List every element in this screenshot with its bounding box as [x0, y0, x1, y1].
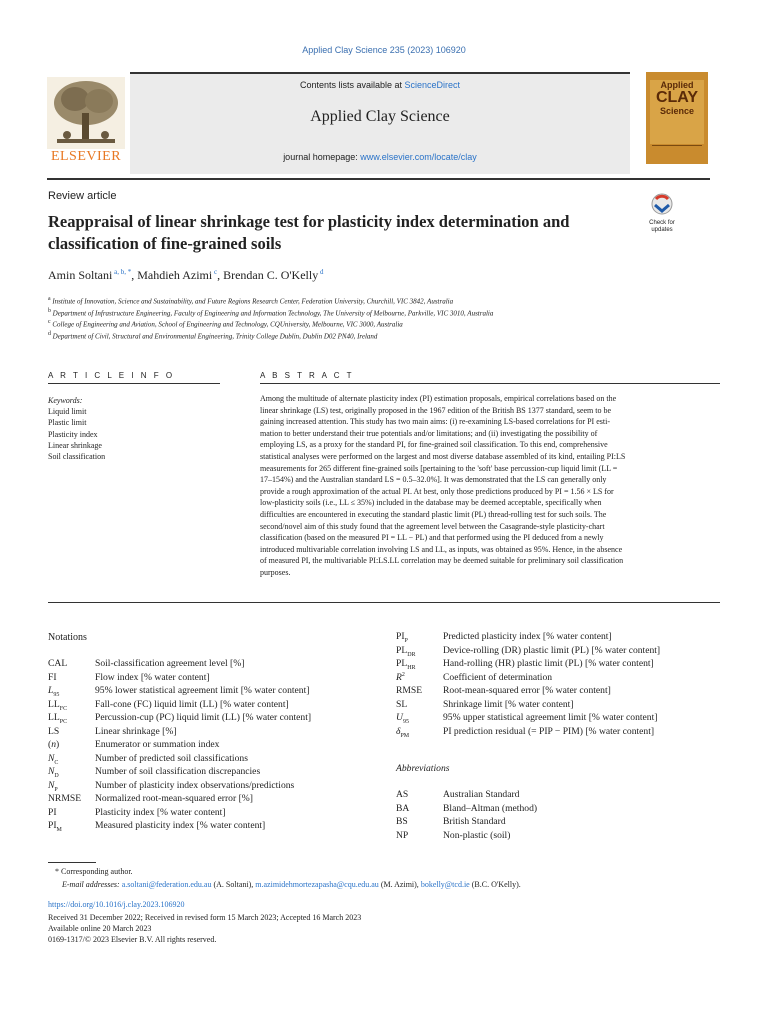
article-type: Review article	[48, 190, 117, 202]
abstract-line: low-plasticity soils (i.e., LL ≤ 35%) included in the database may be deemed acceptable, specifically when	[260, 498, 602, 508]
abstract-heading: A B S T R A C T	[260, 371, 354, 380]
notation-row	[48, 685, 309, 698]
corresponding-author: * Corresponding author.	[55, 867, 133, 876]
notation-row	[48, 807, 226, 818]
article-title	[48, 211, 608, 255]
keyword-item[interactable]: Plasticity index	[48, 429, 98, 439]
cover-title	[649, 80, 705, 116]
cover-title-line2: CLAY	[655, 89, 699, 106]
notation-row	[396, 672, 552, 683]
keywords-label: Keywords:	[48, 396, 83, 405]
notation-symbol: $LL_{PC}$	[48, 712, 68, 725]
available-online: Available online 20 March 2023	[48, 924, 152, 933]
abstract-line: Among the multitude of alternate plasticity index (PI) estimation proposals, empirical correlations based on the	[260, 394, 617, 403]
notation-row	[48, 739, 219, 750]
affiliation-marker: a	[48, 296, 51, 302]
abbreviation-row	[396, 816, 506, 827]
author-affil-marker[interactable]: d	[319, 268, 324, 276]
notation-desc: Predicted plasticity index [% water content]	[443, 631, 612, 642]
email-owner: (M. Azimi),	[378, 880, 421, 889]
notation-desc: Number of soil classification discrepancies	[95, 766, 261, 777]
cover-title-line3: Science	[659, 106, 695, 116]
abstract-line: introduced multivariable correlation involving LS and LL, as inputs, was obtained as 95%. Hence, in the absence	[260, 544, 623, 554]
email-link[interactable]: a.soltani@federation.edu.au	[121, 880, 212, 889]
affiliation-marker: d	[48, 330, 51, 337]
notation-symbol: PI	[48, 806, 57, 818]
notation-row	[48, 672, 210, 683]
abstract-line: linear shrinkage (LS) test, originally proposed in the 1967 edition of the British BS 1377 standard, seem to be	[260, 405, 612, 415]
notation-symbol: RMSE	[396, 685, 423, 696]
abstract-line: second/novel aim of this study found that the agreement level between the Casagrande-style plasticity-chart	[260, 521, 605, 531]
notation-row	[396, 645, 660, 658]
notation-row	[396, 712, 657, 725]
email-link[interactable]: bokelly@tcd.ie	[420, 880, 470, 889]
keyword-item[interactable]: Soil classification	[48, 452, 106, 462]
notation-symbol: $PL_{DR}$	[396, 644, 416, 658]
notation-symbol: SL	[396, 698, 408, 710]
author-name[interactable]: Amin Soltani	[48, 268, 113, 282]
affiliation-text: Department of Civil, Structural and Environmental Engineering, Trinity College Dublin, Dublin D02 PN40, Ireland	[52, 331, 378, 340]
keyword-item[interactable]: Plastic limit	[48, 418, 87, 428]
notation-desc: Shrinkage limit [% water content]	[443, 698, 574, 710]
notation-desc: Plasticity index [% water content]	[95, 806, 226, 818]
sciencedirect-link[interactable]: ScienceDirect	[404, 80, 461, 90]
abstract-line: gaining increased attention. This study has two main aims: (i) re-examining LS-based correlations for PI esti-	[260, 417, 610, 427]
notation-row	[396, 658, 654, 671]
abstract-line: mation to better understand their true potentials and/or limitations; and (ii) investigating the possibility of	[260, 428, 598, 438]
notation-desc: Measured plasticity index [% water content]	[95, 820, 266, 831]
author-affil-marker[interactable]: a, b, *	[114, 268, 132, 276]
notation-row	[48, 820, 265, 833]
abbreviation-row	[396, 830, 510, 841]
affiliation-text: Institute of Innovation, Science and Sustainability, and Future Regions Research Center, Federation University, Churchill, VIC 3842, Australia	[52, 297, 454, 306]
keyword-item[interactable]: Liquid limit	[48, 407, 87, 416]
affiliation	[48, 331, 377, 340]
check-updates-icon	[646, 193, 678, 215]
abbreviation-symbol: AS	[396, 789, 409, 800]
notation-symbol: NRMSE	[48, 793, 82, 804]
notation-row	[396, 631, 612, 644]
notation-desc: Linear shrinkage [%]	[95, 725, 177, 737]
abstract-line: of measured PI, the multivariable PI:LS.LL correlation may be deemed suitable for preliminary soil classification	[260, 556, 624, 566]
abbreviation-desc: Australian Standard	[443, 789, 520, 800]
check-updates-label: Check for updates	[649, 220, 675, 233]
affiliation-text: College of Engineering and Aviation, School of Engineering and Technology, CQUniversity, Melbourne, VIC 3000, Australia	[52, 320, 403, 329]
notation-symbol: $N_C$	[48, 752, 59, 766]
affiliation	[48, 296, 453, 305]
notation-row	[48, 658, 244, 669]
affiliation-text: Department of Infrastructure Engineering, Faculty of Engineering and Information Technology, The University of Melbourne, Parkville, VIC 3010, Australia	[52, 308, 494, 317]
notation-row	[48, 766, 260, 779]
notation-row	[48, 726, 177, 737]
abbreviation-desc: Bland–Altman (method)	[443, 802, 538, 814]
notation-desc: Root-mean-squared error [% water content]	[443, 685, 611, 696]
notation-desc: Fall-cone (FC) liquid limit (LL) [% water content]	[95, 698, 289, 710]
abstract-line: purposes.	[260, 567, 291, 577]
notation-symbol: $\delta_{PM}$	[396, 725, 410, 739]
notation-symbol: $PL_{HR}$	[396, 658, 416, 671]
notation-symbol: $N_P$	[48, 779, 58, 793]
notations-title: Notations	[48, 632, 87, 643]
notation-row	[48, 753, 248, 766]
abstract-body	[260, 393, 720, 579]
abbreviations-title: Abbreviations	[396, 763, 450, 774]
notation-symbol: $PI_P$	[396, 631, 408, 644]
abstract-line: statistical analyses were performed on the largest and most diverse database assembled of its kind, entailing PI:LS	[260, 451, 626, 461]
notation-desc: Coefficient of determination	[443, 671, 553, 683]
abstract-rule	[260, 383, 720, 384]
notation-row	[48, 780, 294, 793]
notation-symbol: $PI_M$	[48, 820, 62, 833]
elsevier-logo	[47, 77, 125, 167]
abbreviation-symbol: BS	[396, 816, 408, 827]
abbreviation-row	[396, 803, 537, 814]
title-line-2: classification of fine-grained soils	[48, 234, 282, 253]
affiliation	[48, 308, 493, 317]
abbreviation-symbol: NP	[396, 829, 409, 841]
notation-desc: 95% lower statistical agreement limit [% water content]	[95, 685, 310, 696]
journal-title[interactable]: Applied Clay Science	[310, 108, 450, 125]
notation-row	[48, 712, 311, 725]
elsevier-wordmark: ELSEVIER	[50, 149, 122, 164]
notation-desc: Hand-rolling (HR) plastic limit (PL) [% water content]	[443, 658, 654, 669]
notation-desc: PI prediction residual (= PIP − PIM) [% water content]	[443, 725, 655, 737]
affiliation	[48, 319, 403, 328]
contents-prefix: Contents lists available at	[299, 80, 405, 90]
notation-desc: 95% upper statistical agreement limit [% water content]	[443, 712, 658, 723]
homepage-line	[130, 152, 630, 162]
notation-desc: Enumerator or summation index	[95, 739, 220, 750]
homepage-link[interactable]: www.elsevier.com/locate/clay	[360, 152, 477, 162]
notation-symbol: CAL	[48, 658, 68, 669]
notation-desc: Number of plasticity index observations/predictions	[95, 779, 295, 791]
notation-symbol: $R^2$	[396, 671, 405, 683]
contents-line	[130, 80, 630, 90]
notation-symbol: (n)	[48, 739, 60, 750]
check-for-updates-button[interactable]	[646, 193, 678, 233]
email-label: E-mail addresses:	[62, 880, 120, 889]
affiliation-marker: c	[48, 319, 51, 325]
cover-footer-lines	[652, 145, 702, 158]
received-dates: Received 31 December 2022; Received in revised form 15 March 2023; Accepted 16 March 2023	[48, 913, 362, 922]
notation-symbol: $N_D$	[48, 766, 59, 779]
abstract-line: employing LS, as a proxy for the standard PI, for fine-grained soil classification. To this end, comprehensive	[260, 440, 608, 450]
footnote-rule	[48, 862, 96, 863]
notation-row	[396, 726, 654, 739]
doi-line	[48, 900, 184, 909]
affiliation-marker: b	[48, 307, 51, 314]
email-owner: (A. Soltani),	[211, 880, 256, 889]
notation-row	[48, 793, 253, 804]
abstract-line: classification (based on the measured PI = LL − PL) and that performed using the PI deduced from a newly	[260, 533, 604, 543]
notation-desc: Device-rolling (DR) plastic limit (PL) [% water content]	[443, 644, 661, 656]
notation-symbol: $L_{95}$	[48, 685, 60, 698]
abbreviation-desc: Non-plastic (soil)	[443, 829, 511, 841]
email-owner: (B.C. O'Kelly).	[469, 880, 521, 889]
notation-desc: Number of predicted soil classifications	[95, 752, 248, 764]
title-line-1: Reappraisal of linear shrinkage test for plasticity index determination and	[48, 212, 570, 231]
email-line	[62, 880, 521, 889]
abbreviation-row	[396, 789, 519, 800]
notation-desc: Normalized root-mean-squared error [%]	[95, 793, 253, 804]
abstract-line: measurements for 265 different fine-grained soils [pertaining to the 'soft' base percussion-cup liquid limit (LL =	[260, 463, 618, 473]
journal-cover-image[interactable]	[646, 72, 708, 164]
notation-desc: Soil-classification agreement level [%]	[95, 658, 245, 669]
abstract-bottom-rule	[48, 602, 720, 603]
keyword-item[interactable]: Linear shrinkage	[48, 440, 102, 450]
notation-symbol: LS	[48, 725, 60, 737]
email-link[interactable]: m.azimidehmortezapasha@cqu.edu.au	[255, 880, 379, 889]
notation-desc: Percussion-cup (PC) liquid limit (LL) [% water content]	[95, 712, 312, 723]
abbreviation-symbol: BA	[396, 802, 410, 814]
homepage-prefix: journal homepage:	[283, 152, 361, 162]
copyright: 0169-1317/© 2023 Elsevier B.V. All rights reserved.	[48, 935, 217, 944]
notation-row	[48, 699, 289, 712]
notation-row	[396, 685, 611, 696]
abstract-line: 17–154%) and the Australian standard LS = 0.5–32.0%]. It was demonstrated that the LS can generally only	[260, 475, 607, 485]
author-name[interactable]: Mahdieh Azimi	[137, 268, 213, 282]
abbreviation-desc: British Standard	[443, 816, 506, 827]
notation-symbol: FI	[48, 671, 57, 683]
cover-title-line1: Applied	[660, 80, 694, 90]
author-affil-marker[interactable]: c	[213, 268, 218, 276]
article-info-rule	[48, 383, 220, 384]
author-name[interactable]: Brendan C. O'Kelly	[223, 268, 319, 282]
notation-row	[396, 699, 574, 710]
author-list: Amin Soltani $^{a, b, *}$, Mahdieh Azimi $^c$, Brendan C. O'Kelly $^d$	[48, 268, 324, 282]
doi-link[interactable]: https://doi.org/10.1016/j.clay.2023.106920	[48, 900, 185, 909]
abstract-line: difficulties are encountered in executing the standard plastic limit (PL) thread-rolling test for such soils. The	[260, 509, 607, 519]
header-divider	[47, 178, 710, 180]
notation-desc: Flow index [% water content]	[95, 671, 210, 683]
abstract-line: provide a rough approximation of the actual PI. At best, only those predictions produced by PI = 1.56 × LS for	[260, 486, 614, 496]
journal-reference[interactable]: Applied Clay Science 235 (2023) 106920	[302, 45, 466, 55]
notation-symbol: $U_{95}$	[396, 712, 409, 725]
notation-symbol: $LL_{FC}$	[48, 698, 68, 712]
article-info-heading: A R T I C L E I N F O	[48, 371, 175, 380]
